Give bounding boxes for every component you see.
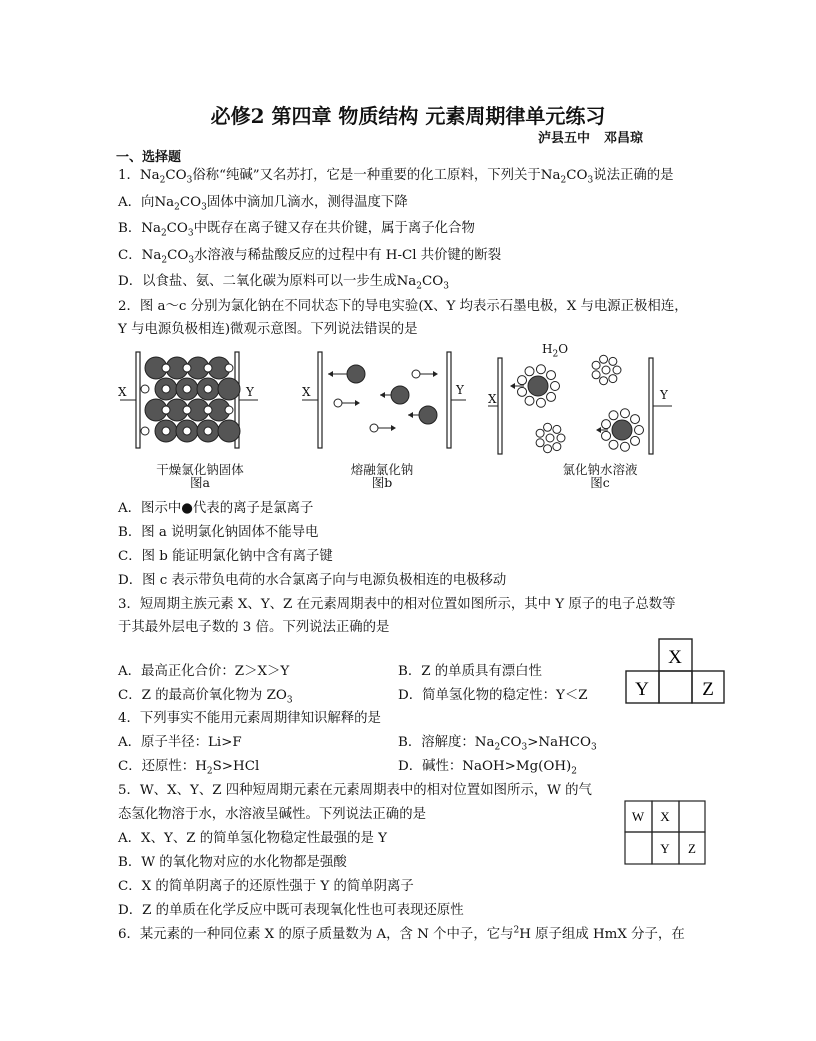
water-molecule <box>609 440 618 449</box>
q1-option-a: A．向$Na_2CO_3$固体中滴加几滴水，测得温度下降 <box>118 195 408 213</box>
sodium-ion <box>141 427 149 435</box>
q5-option-c: C．X 的简单阴离子的还原性强于 Y 的简单阴离子 <box>118 879 414 894</box>
sodium-ion <box>141 385 149 393</box>
water-molecule <box>536 398 545 407</box>
sodium-ion <box>162 385 170 393</box>
sodium-ion <box>412 370 438 378</box>
water-molecule <box>544 445 552 453</box>
q1-option-c: C．$Na_2CO_3$水溶液与稀盐酸反应的过程中有 H-Cl 共价键的断裂 <box>118 248 502 266</box>
q3-option-a: A．最高正化合价：Z＞X＞Y <box>118 664 290 679</box>
q3-option-d: D．简单氢化物的稳定性：Y＜Z <box>398 688 588 703</box>
sodium-ion <box>225 406 233 414</box>
sodium-ion <box>162 406 170 414</box>
hydrated-sodium-ion <box>592 355 621 384</box>
sodium-ion <box>162 427 170 435</box>
q3-cell-z: Z <box>702 679 714 700</box>
q5-stem-line1: 5．W、X、Y、Z 四种短周期元素在元素周期表中的相对位置如图所示，W 的气 <box>118 783 592 798</box>
q3-option-b: B．Z 的单质具有漂白性 <box>398 664 542 679</box>
chloride-ion <box>328 365 365 383</box>
sodium-ion <box>204 406 212 414</box>
q5-cell-z: Z <box>688 841 696 856</box>
water-molecule <box>553 425 561 433</box>
q2-option-d: D．图 c 表示带负电荷的水合氯离子向与电源负极相连的电极移动 <box>118 573 507 588</box>
sodium-ion <box>183 385 191 393</box>
q5-cell-x: X <box>660 809 670 824</box>
fig-a-caption: 干燥氯化钠固体 <box>156 462 244 477</box>
q4-option-c: C．还原性：$H_2S>HCl$ <box>118 759 260 777</box>
chloride-ion <box>218 420 240 442</box>
q4-stem: 4．下列事实不能用元素周期律知识解释的是 <box>118 711 381 726</box>
water-molecule <box>547 392 556 401</box>
q1-option-b: B．$Na_2CO_3$中既存在离子键又存在共价键，属于离子化合物 <box>118 221 475 239</box>
q2-option-b: B．图 a 说明氯化钠固体不能导电 <box>118 525 319 540</box>
water-label: $H_2O$ <box>542 342 569 360</box>
water-molecule <box>609 375 617 383</box>
sodium-ion <box>204 385 212 393</box>
q3-stem-line1: 3．短周期主族元素 X、Y、Z 在元素周期表中的相对位置如图所示，其中 Y 原子的电子总数等 <box>118 597 676 612</box>
fig-b-label: 图b <box>371 475 393 490</box>
fig-c-caption: 氯化钠水溶液 <box>562 462 638 477</box>
water-molecule <box>551 382 560 391</box>
fig-a-x-label: X <box>118 385 127 399</box>
q6-stem: 6．某元素的一种同位素 X 的原子质量数为 A，含 N 个中子，它与$^2$H 原子组成 HmX 分子，在 <box>118 925 685 942</box>
fig-b-x-label: X <box>302 385 311 399</box>
water-molecule <box>536 429 544 437</box>
water-molecule <box>620 409 629 418</box>
sodium-ion <box>334 399 360 407</box>
water-molecule <box>518 387 527 396</box>
fig-c-label: 图c <box>590 475 610 490</box>
q3-periodic-grid <box>625 638 725 704</box>
water-molecule <box>592 371 600 379</box>
sodium-ion <box>183 406 191 414</box>
water-molecule <box>609 357 617 365</box>
q1-option-d: D．以食盐、氨、二氧化碳为原料可以一步生成$Na_2CO_3$ <box>118 274 449 292</box>
chloride-ion <box>408 406 437 424</box>
sodium-ion <box>183 427 191 435</box>
q2-option-a: A．图示中●代表的离子是氯离子 <box>118 501 314 516</box>
q5-option-a: A．X、Y、Z 的简单氢化物稳定性最强的是 Y <box>118 831 387 846</box>
q5-cell-y: Y <box>660 841 670 856</box>
water-molecule <box>518 376 527 385</box>
page-title: 必修2 第四章 物质结构 元素周期律单元练习 <box>210 104 606 128</box>
q5-option-d: D．Z 的单质在化学反应中既可表现氧化性也可表现还原性 <box>118 903 464 918</box>
q2-option-c: C．图 b 能证明氯化钠中含有离子键 <box>118 549 333 564</box>
water-molecule <box>635 426 644 435</box>
figure-b-molten-nacl <box>300 348 470 458</box>
water-molecule <box>525 367 534 376</box>
fig-a-label: 图a <box>190 475 210 490</box>
fig-c-y-label: Y <box>660 388 668 402</box>
sodium-ion <box>204 364 212 372</box>
water-molecule <box>544 423 552 431</box>
q5-stem-line2: 态氢化物溶于水，水溶液呈碱性。下列说法正确的是 <box>118 807 426 822</box>
fig-a-y-label: Y <box>246 385 254 399</box>
water-molecule <box>602 420 611 429</box>
hydrated-chloride-ion <box>596 409 644 451</box>
q4-option-d: D．碱性：$NaOH>Mg(OH)_2$ <box>398 759 577 777</box>
q5-periodic-grid <box>624 800 706 866</box>
water-molecule <box>631 436 640 445</box>
q4-option-b: B．溶解度：$Na_2CO_3>NaHCO_3$ <box>398 735 597 753</box>
section-heading: 一、选择题 <box>116 150 182 165</box>
figure-a-solid-nacl <box>118 348 268 458</box>
q3-option-c: C．Z 的最高价氧化物为 $ZO_3$ <box>118 688 293 706</box>
water-molecule <box>600 377 608 385</box>
sodium-ion <box>183 364 191 372</box>
water-molecule <box>602 431 611 440</box>
author-line <box>538 127 643 146</box>
fig-b-caption: 熔融氯化钠 <box>350 462 414 477</box>
q3-stem-line2: 于其最外层电子数的 3 倍。下列说法正确的是 <box>118 620 390 635</box>
water-molecule <box>525 396 534 405</box>
water-molecule <box>600 355 608 363</box>
chloride-ion <box>380 386 409 404</box>
sodium-ion <box>204 427 212 435</box>
q5-option-b: B．W 的氧化物对应的水化物都是强酸 <box>118 855 347 870</box>
q1-stem: 1．$Na_2CO_3$俗称“纯碱”又名苏打，它是一种重要的化工原料，下列关于$Na_2CO_3$说法正确的是 <box>118 168 674 186</box>
water-molecule <box>557 434 565 442</box>
sodium-ion <box>162 364 170 372</box>
water-molecule <box>536 365 545 374</box>
figure-c-nacl-solution <box>486 340 676 465</box>
q2-stem-line2: Y 与电源负极相连)微观示意图。下列说法错误的是 <box>118 322 418 337</box>
hydrated-chloride-ion <box>510 365 560 407</box>
water-molecule <box>613 366 621 374</box>
q3-cell-x: X <box>668 647 682 668</box>
q2-stem-line1: 2．图 a～c 分别为氯化钠在不同状态下的导电实验(X、Y 均表示石墨电极，X 与电源正极相连， <box>118 299 688 314</box>
sodium-ion <box>225 364 233 372</box>
q4-option-a: A．原子半径：Li>F <box>118 735 242 750</box>
water-molecule <box>609 411 618 420</box>
chloride-ion <box>218 378 240 400</box>
water-molecule <box>553 443 561 451</box>
sodium-ion <box>370 424 396 432</box>
school-name: 泸县五中 <box>538 131 591 146</box>
water-molecule <box>620 442 629 451</box>
fig-c-x-label: X <box>488 392 497 406</box>
water-molecule <box>536 439 544 447</box>
q5-cell-w: W <box>631 809 645 824</box>
fig-b-y-label: Y <box>456 383 464 397</box>
q3-cell-y: Y <box>635 679 649 700</box>
water-molecule <box>592 361 600 369</box>
water-molecule <box>631 415 640 424</box>
water-molecule <box>547 371 556 380</box>
author-name: 邓昌琼 <box>604 131 644 146</box>
hydrated-sodium-ion <box>536 423 565 452</box>
